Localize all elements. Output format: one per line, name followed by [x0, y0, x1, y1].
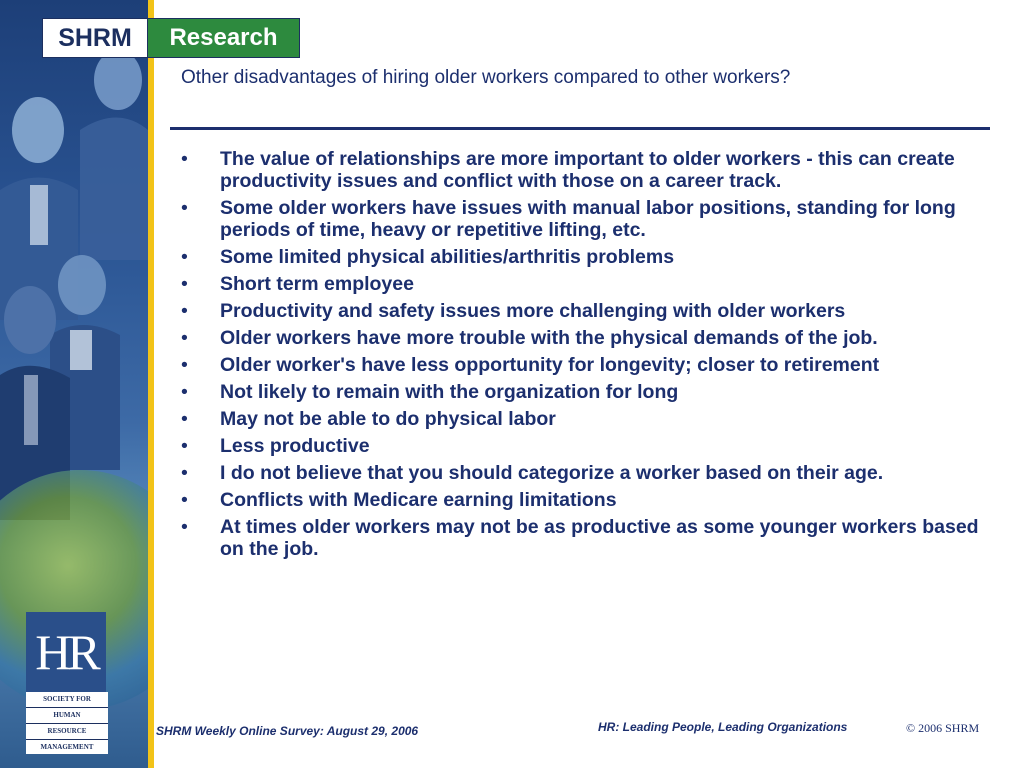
bullet-list — [181, 148, 993, 565]
shrm-research-logo — [42, 18, 300, 58]
bullet-item: • Older worker's have less opportunity for longevity; closer to retirement — [181, 354, 880, 376]
bullet-item: • May not be able to do physical labor — [181, 408, 556, 430]
logo-research: Research — [148, 18, 300, 58]
footer-copyright: © 2006 SHRM — [906, 721, 980, 735]
society-wordmark — [26, 692, 108, 754]
society-line-2: HUMAN — [26, 708, 108, 724]
bullet-item: • At times older workers may not be as productive as some younger workers based on the job. — [181, 516, 979, 560]
bullet-item: • Some older workers have issues with manual labor positions, standing for long periods of time, heavy or repetitive lifting, etc. — [181, 197, 956, 241]
society-line-1: SOCIETY FOR — [26, 692, 108, 708]
society-line-3: RESOURCE — [26, 724, 108, 740]
hr-logo-text: HR — [35, 624, 97, 680]
title-underline — [170, 127, 990, 130]
footer-tagline: HR: Leading People, Leading Organizations — [598, 720, 848, 734]
photo-strip — [0, 0, 148, 768]
bullet-item: • Productivity and safety issues more challenging with older workers — [181, 300, 846, 322]
bullet-item: • The value of relationships are more important to older workers - this can create productivity issues and conflict with those on a career track. — [181, 148, 955, 192]
bullet-item: • Less productive — [181, 435, 370, 457]
society-line-4: MANAGEMENT — [40, 743, 94, 751]
bullet-item: • Some limited physical abilities/arthritis problems — [181, 246, 675, 268]
slide-title: Other disadvantages of hiring older workers compared to other workers? — [181, 67, 791, 88]
bullet-item: • Not likely to remain with the organization for long — [181, 381, 679, 403]
gold-divider — [148, 0, 154, 768]
logo-shrm: SHRM — [42, 18, 148, 58]
hr-logo — [26, 612, 106, 692]
bullet-item: • Conflicts with Medicare earning limitations — [181, 489, 617, 511]
bullet-item: • Short term employee — [181, 273, 414, 295]
bullet-item: • Older workers have more trouble with the physical demands of the job. — [181, 327, 878, 349]
bullet-item: • I do not believe that you should categorize a worker based on their age. — [181, 462, 884, 484]
footer-survey-date: SHRM Weekly Online Survey: August 29, 2006 — [156, 724, 419, 738]
